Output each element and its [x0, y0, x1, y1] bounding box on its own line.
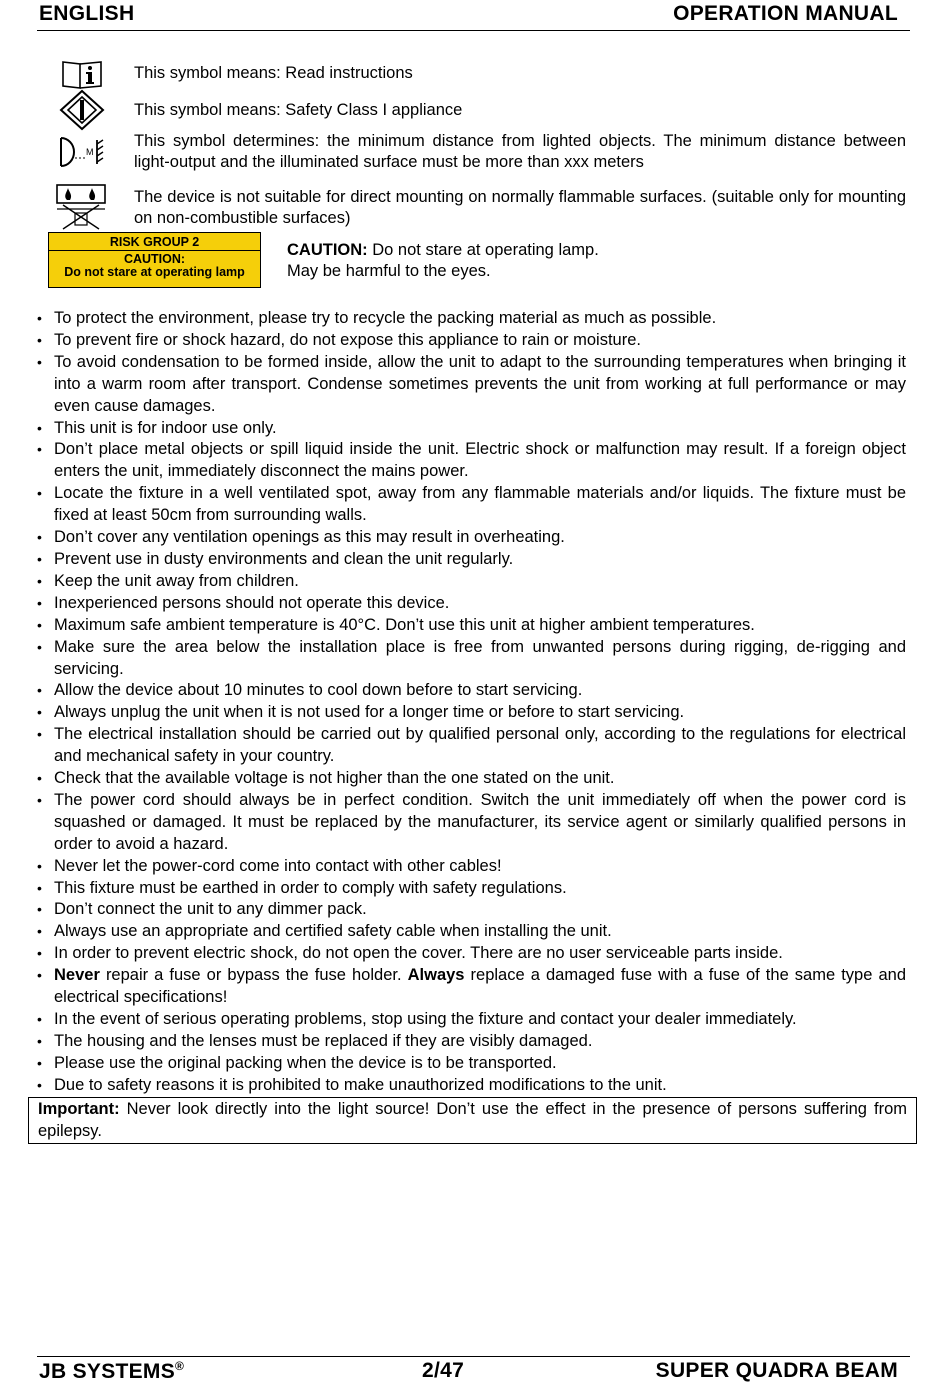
read-instructions-icon — [60, 58, 104, 90]
list-item: • Make sure the area below the installation place is free from unwanted persons during rigging, de-rigging and servicing. — [54, 637, 906, 681]
caution-text — [287, 240, 599, 282]
fuse-text-1: repair a fuse or bypass the fuse holder. — [99, 966, 408, 985]
list-item: • Always unplug the unit when it is not used for a longer time or before to start servicing. — [54, 702, 906, 724]
symbol-safety-class-text: This symbol means: Safety Class I appliance — [134, 101, 463, 119]
list-item: • Don’t cover any ventilation openings as this may result in overheating. — [54, 527, 906, 549]
list-item: • Never let the power-cord come into contact with other cables! — [54, 856, 906, 878]
list-item: • Don’t connect the unit to any dimmer pack. — [54, 899, 906, 921]
list-item: • Locate the fixture in a well ventilated spot, away from any flammable materials and/or liquids. The fixture must be fixed at least 50cm from surrounding walls. — [54, 483, 906, 527]
risk-group-title: RISK GROUP 2 — [49, 236, 260, 251]
list-item: • To protect the environment, please try to recycle the packing material as much as possible. — [54, 308, 906, 330]
list-item: • Don’t place metal objects or spill liquid inside the unit. Electric shock or malfunction may result. If a foreign object enters the unit, immediately disconnect the mains power. — [54, 439, 906, 483]
flammable-surface-icon — [55, 183, 107, 231]
risk-caution-title: CAUTION: — [123, 252, 186, 266]
registered-mark: ® — [175, 1359, 185, 1373]
fuse-always-label: Always — [407, 966, 465, 985]
risk-group-label — [48, 232, 261, 288]
caution-line-1: Do not stare at operating lamp. — [367, 241, 599, 259]
list-item: • To prevent fire or shock hazard, do not expose this appliance to rain or moisture. — [54, 330, 906, 352]
list-item: • This unit is for indoor use only. — [54, 418, 906, 440]
distance-mark-label: M — [86, 147, 94, 157]
page-footer — [37, 1356, 910, 1387]
list-item: • To avoid condensation to be formed inside, allow the unit to adapt to the surrounding temperatures when bringing it into a warm room after transport. Condense sometimes prevents the unit from working at full performance or may even cause damages. — [54, 352, 906, 418]
list-item-fuse — [54, 965, 906, 1009]
page-header — [37, 0, 910, 31]
brand-name: JB SYSTEMS — [39, 1360, 176, 1383]
minimum-distance-icon — [54, 134, 108, 170]
page-number: 2/47 — [422, 1359, 465, 1382]
list-item: • Prevent use in dusty environments and clean the unit regularly. — [54, 549, 906, 571]
list-item: • Allow the device about 10 minutes to cool down before to start servicing. — [54, 680, 906, 702]
list-item: • Keep the unit away from children. — [54, 571, 906, 593]
safety-class-icon — [59, 89, 105, 131]
symbol-min-distance-text: This symbol determines: the minimum distance from lighted objects. The minimum distance between light-output and the illuminated surface must be more than xxx meters — [134, 132, 906, 171]
header-title: OPERATION MANUAL — [673, 2, 898, 25]
fuse-never-label: Never — [54, 966, 100, 985]
safety-instructions-list — [54, 308, 906, 1097]
symbol-read-instructions-text: This symbol means: Read instructions — [134, 64, 413, 82]
footer-brand — [39, 1359, 184, 1384]
list-item: • Please use the original packing when the device is to be transported. — [54, 1053, 906, 1075]
list-item: • This fixture must be earthed in order to comply with safety regulations. — [54, 878, 906, 900]
list-item: • In order to prevent electric shock, do not open the cover. There are no user serviceable parts inside. — [54, 943, 906, 965]
list-item: • Inexperienced persons should not operate this device. — [54, 593, 906, 615]
header-language: ENGLISH — [39, 2, 135, 25]
important-label: Important: — [38, 1100, 120, 1118]
list-item: • Maximum safe ambient temperature is 40°C. Don’t use this unit at higher ambient temperatures. — [54, 615, 906, 637]
caution-label: CAUTION: — [287, 241, 368, 259]
caution-line-2: May be harmful to the eyes. — [287, 262, 491, 280]
footer-product: SUPER QUADRA BEAM — [655, 1359, 898, 1382]
fuse-text-2: replace a damaged fuse with a fuse of the same type and electrical specifications! — [54, 966, 906, 1007]
list-item: • The housing and the lenses must be replaced if they are visibly damaged. — [54, 1031, 906, 1053]
list-item: • In the event of serious operating problems, stop using the fixture and contact your dealer immediately. — [54, 1009, 906, 1031]
important-notice — [28, 1097, 917, 1144]
list-item: • Check that the available voltage is not higher than the one stated on the unit. — [54, 768, 906, 790]
list-item: • Always use an appropriate and certified safety cable when installing the unit. — [54, 921, 906, 943]
list-item: • Due to safety reasons it is prohibited to make unauthorized modifications to the unit. — [54, 1075, 906, 1097]
important-text: Never look directly into the light source! Don’t use the effect in the presence of persons suffering from epilepsy. — [38, 1100, 907, 1140]
symbol-flammable-text: The device is not suitable for direct mounting on normally flammable surfaces. (suitable only for mounting on non-combustible surfaces) — [134, 188, 906, 227]
list-item: • The electrical installation should be carried out by qualified personal only, according to the regulations for electrical and mechanical safety in your country. — [54, 724, 906, 768]
list-item: • The power cord should always be in perfect condition. Switch the unit immediately off when the power cord is squashed or damaged. It must be replaced by the manufacturer, its service agent or similarly qualified persons in order to avoid a hazard. — [54, 790, 906, 856]
risk-caution-text: Do not stare at operating lamp — [64, 265, 245, 279]
